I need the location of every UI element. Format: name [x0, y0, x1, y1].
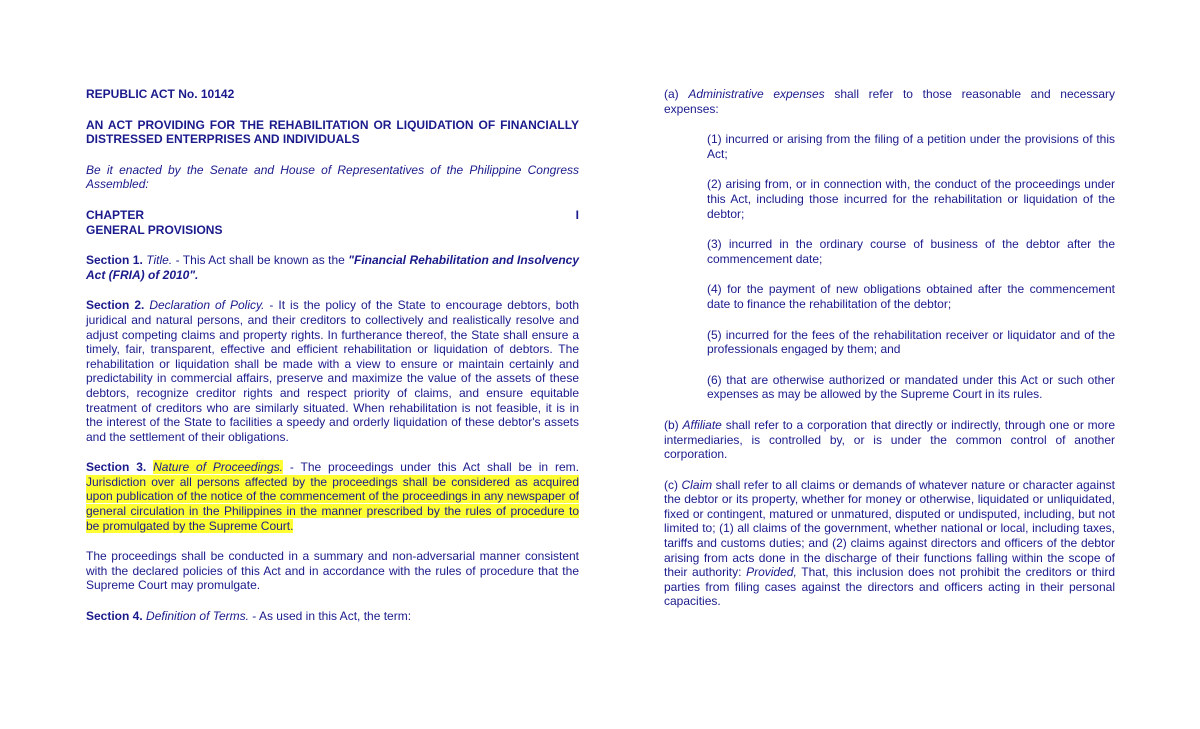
- definition-a: [664, 87, 1115, 116]
- chapter-label: CHAPTER: [86, 207, 145, 222]
- section-4-heading: Definition of Terms.: [146, 609, 249, 624]
- section-1-text: - This Act shall be known as the: [172, 253, 349, 268]
- expense-item-4: (4) for the payment of new obligations obtained after the commencement date to finance the rehabilitation of the debtor;: [707, 282, 1115, 311]
- section-2-heading: Declaration of Policy.: [149, 298, 265, 313]
- expense-item-1: (1) incurred or arising from the filing of a petition under the provisions of this Act;: [707, 132, 1115, 161]
- definition-a-text: shall refer to those reasonable and necessary expenses:: [664, 87, 1115, 116]
- section-1: [86, 253, 579, 282]
- expense-item-3: (3) incurred in the ordinary course of business of the debtor after the commencement date;: [707, 237, 1115, 266]
- definition-c-provided: Provided,: [746, 565, 797, 580]
- section-3: [86, 460, 579, 533]
- definition-c-term: Claim: [681, 477, 713, 492]
- section-2-text: - It is the policy of the State to encourage debtors, both juridical and natural persons, and their creditors to collectively and realistically resolve and adjust competing claims and property rights. In furtherance thereof, the State shall ensure a timely, fair, transparent, effective and efficient rehabilitation or liquidation of debtors. The rehabilitation or liquidation shall be made with a view to ensure or maintain certainly and predictability in commercial affairs, preserve and maximize the value of the assets of these debtors, recognize creditor rights and respect priority of claims, and ensure equitable treatment of creditors who are similarly situated. When rehabilitation is not feasible, it is in the interest of the State to facilities a speedy and orderly liquidation of these debtor's assets and the settlement of their obligations.: [86, 298, 580, 444]
- section-4-label: Section 4.: [86, 609, 143, 624]
- section-4-text: - As used in this Act, the term:: [248, 609, 412, 624]
- section-2: [86, 298, 579, 444]
- section-3-label: Section 3.: [86, 460, 147, 475]
- definition-c-prefix: (c): [664, 477, 682, 492]
- enacting-clause: Be it enacted by the Senate and House of Representatives of the Philippine Congress Assembled:: [86, 162, 579, 192]
- definition-c-text-2: That, this inclusion does not prohibit the creditors or third parties from filing cases against the directors and officers acting in their personal capacities.: [664, 565, 1115, 609]
- section-1-heading: Title.: [146, 253, 173, 268]
- act-number: REPUBLIC ACT No. 10142: [86, 87, 235, 101]
- section-3-text: - The proceedings under this Act shall be in rem.: [282, 460, 579, 475]
- section-3-highlighted-text: Jurisdiction over all persons affected by the proceedings shall be considered as acquired upon publication of the notice of the commencement of the proceedings in any newspaper of general circulation in the Philippines in the manner prescribed by the rules of procedure to be promulgated by the Supreme Court.: [86, 474, 579, 533]
- act-title: AN ACT PROVIDING FOR THE REHABILITATION OR LIQUIDATION OF FINANCIALLY DISTRESSED ENTERPRISES AND INDIVIDUALS: [86, 117, 579, 147]
- definition-c-text: shall refer to all claims or demands of whatever nature or character against the debtor or its property, whether for money or otherwise, liquidated or unliquidated, fixed or contingent, matured or unmatured, disputed or undisputed, including, but not limited to; (1) all claims of the government, whether national or local, including taxes, tariffs and customs duties; and (2) claims against directors and officers of the debtor arising from acts done in the discharge of their functions falling within the scope of their authority:: [664, 477, 1116, 580]
- definition-b-text: shall refer to a corporation that directly or indirectly, through one or more intermediaries, is controlled by, or is under the common control of another corporation.: [664, 417, 1115, 462]
- expense-item-2: (2) arising from, or in connection with, the conduct of the proceedings under this Act, including those incurred for the rehabilitation or liquidation of the debtor;: [707, 177, 1115, 221]
- definition-b: [664, 418, 1115, 462]
- definition-b-term: Affiliate: [682, 417, 722, 432]
- section-3-paragraph-2: The proceedings shall be conducted in a summary and non-adversarial manner consistent with the declared policies of this Act and in accordance with the rules of procedure that the Supreme Court may promulgate.: [86, 549, 579, 593]
- section-1-label: Section 1.: [86, 253, 143, 268]
- section-4: [86, 609, 579, 624]
- definition-c: [664, 478, 1115, 609]
- chapter-heading: [86, 208, 579, 237]
- definition-a-term: Administrative expenses: [688, 87, 825, 101]
- definition-b-prefix: (b): [664, 417, 683, 432]
- expense-item-5: (5) incurred for the fees of the rehabilitation receiver or liquidator and of the professionals engaged by them; and: [707, 327, 1115, 357]
- definition-a-prefix: (a): [664, 87, 689, 101]
- expense-item-6: (6) that are otherwise authorized or mandated under this Act or such other expenses as may be allowed by the Supreme Court in its rules.: [707, 372, 1115, 402]
- left-column: [86, 87, 579, 640]
- chapter-title: GENERAL PROVISIONS: [86, 222, 223, 237]
- section-2-label: Section 2.: [86, 298, 145, 313]
- section-3-heading: Nature of Proceedings.: [153, 460, 283, 475]
- section-1-act-name: "Financial Rehabilitation and Insolvency Act (FRIA) of 2010".: [86, 253, 580, 282]
- chapter-number: I: [575, 207, 579, 222]
- right-column: [664, 87, 1115, 625]
